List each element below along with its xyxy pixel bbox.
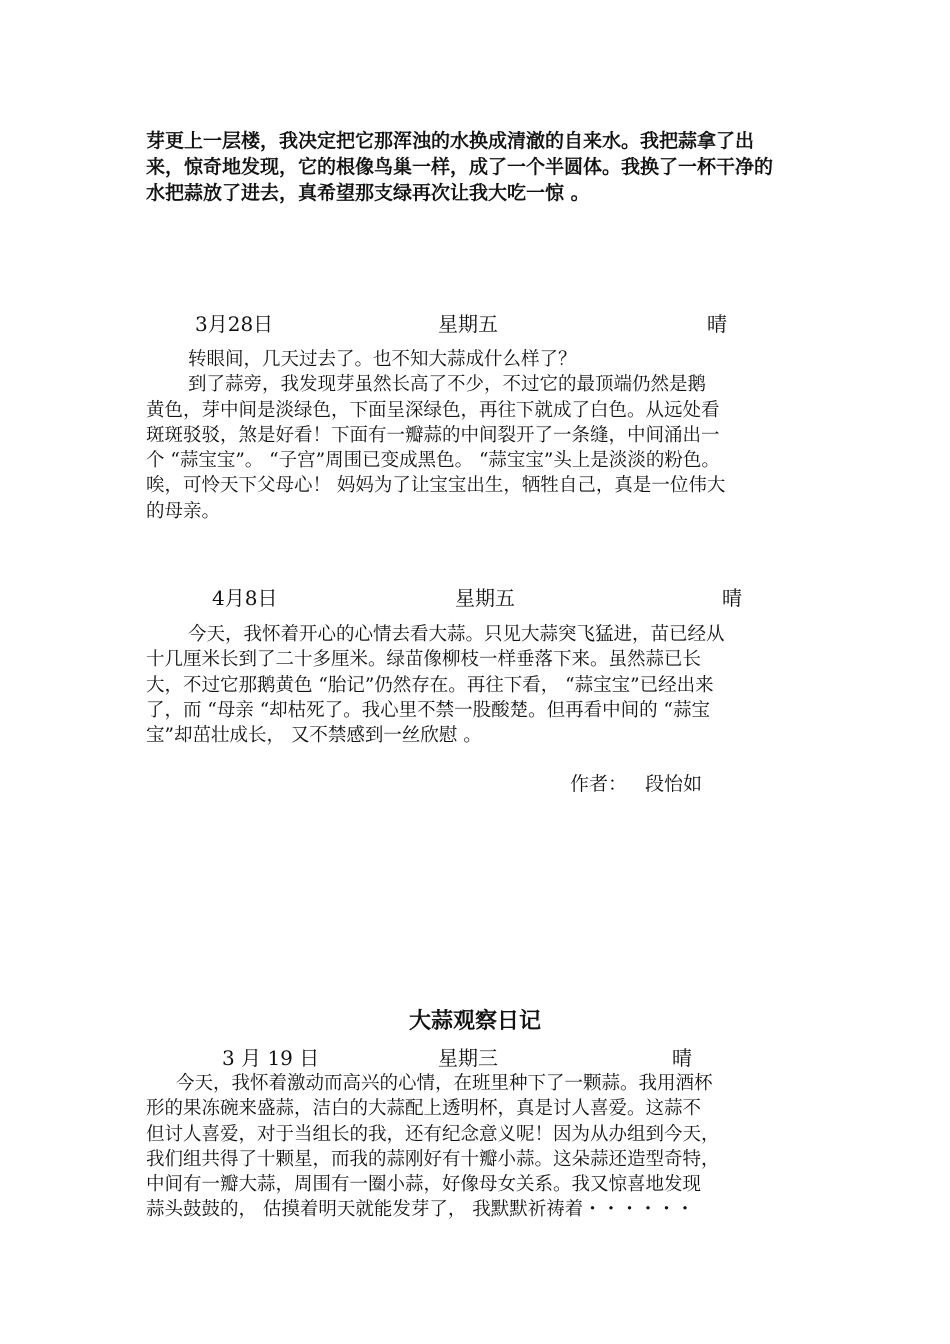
entry-weather: 晴 [707, 312, 727, 336]
author-label: 作者： [570, 773, 628, 795]
paragraph-line: 斑斑驳驳，煞是好看！下面有一瓣蒜的中间裂开了一条缝，中间涌出一 [146, 424, 720, 446]
entry-weather: 晴 [672, 1046, 692, 1070]
entry-weekday: 星期三 [438, 1046, 498, 1070]
author-line [570, 771, 720, 797]
paragraph-line: 个 “蒜宝宝”。 “子宫”周围已变成黑色。 “蒜宝宝”头上是淡淡的粉色。 [146, 450, 720, 472]
entry-date: 3月28日 [195, 312, 274, 336]
entry-date: 3 月 19 日 [222, 1046, 320, 1070]
paragraph-line: 大，不过它那鹅黄色 “胎记”仍然存在。再往下看， “蒜宝宝”已经出来 [146, 674, 714, 696]
paragraph-line: 的母亲。 [146, 500, 221, 522]
paragraph-line: 芽更上一层楼，我决定把它那浑浊的水换成清澈的自来水。我把蒜拿了出 [146, 130, 755, 152]
diary-title: 大蒜观察日记 [408, 1009, 541, 1034]
entry-weekday: 星期五 [455, 586, 515, 610]
paragraph-line: 今天，我怀着开心的心情去看大蒜。只见大蒜突飞猛进，苗已经从 [188, 624, 725, 645]
entry-date: 4月8日 [212, 586, 278, 610]
paragraph-line: 形的果冻碗来盛蒜，洁白的大蒜配上透明杯，真是讨人喜爱。这蒜不 [146, 1098, 702, 1120]
paragraph-line: 但讨人喜爱，对于当组长的我，还有纪念意义呢！因为从办组到今天， [146, 1123, 720, 1145]
entry-weather: 晴 [722, 586, 742, 610]
paragraph-line: 到了蒜旁，我发现芽虽然长高了不少，不过它的最顶端仍然是鹅 [188, 374, 707, 396]
paragraph-line: 来，惊奇地发现，它的根像鸟巢一样，成了一个半圆体。我换了一杯干净的 [146, 156, 774, 178]
paragraph-line: 黄色，芽中间是淡绿色，下面呈深绿色，再往下就成了白色。从远处看 [146, 399, 720, 421]
paragraph-line: 中间有一瓣大蒜，周围有一圈小蒜，好像母女关系。我又惊喜地发现 [146, 1174, 702, 1196]
entry-body-0408 [146, 622, 836, 748]
entry-body-0319 [146, 1071, 836, 1223]
entry-weekday: 星期五 [438, 312, 498, 336]
paragraph-line: 蒜头鼓鼓的， 估摸着明天就能发芽了， 我默默祈祷着・・・・・・ [146, 1199, 695, 1221]
author-name: 段怡如 [645, 773, 703, 795]
continued-paragraph [146, 128, 846, 206]
paragraph-line: 宝”却茁壮成长， 又不禁感到一丝欣慰 。 [146, 725, 482, 747]
paragraph-line: 我们组共得了十颗星，而我的蒜刚好有十瓣小蒜。这朵蒜还造型奇特， [146, 1148, 720, 1170]
paragraph-line: 水把蒜放了进去，真希望那支绿再次让我大吃一惊 。 [146, 182, 590, 204]
paragraph-line: 十几厘米长到了二十多厘米。绿苗像柳枝一样垂落下来。虽然蒜已长 [146, 649, 702, 671]
paragraph-line: 了，而 “母亲 “却枯死了。我心里不禁一股酸楚。但再看中间的 “蒜宝 [146, 699, 711, 721]
paragraph-line: 唉，可怜天下父母心！ 妈妈为了让宝宝出生，牺牲自己，真是一位伟大 [146, 475, 726, 497]
paragraph-line: 今天，我怀着激动而高兴的心情，在班里种下了一颗蒜。我用酒杯 [176, 1073, 713, 1094]
paragraph-line: 转眼间，几天过去了。也不知大蒜成什么样了？ [188, 349, 577, 370]
entry-body-0328 [146, 347, 836, 524]
